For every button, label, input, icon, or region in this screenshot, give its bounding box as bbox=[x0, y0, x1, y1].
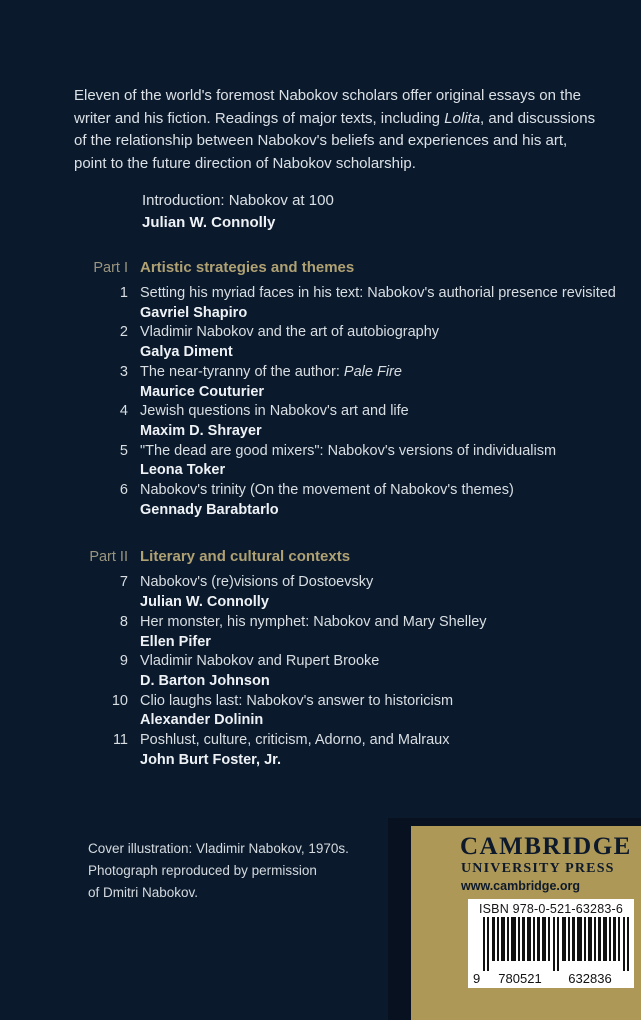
chapter-row bbox=[0, 573, 641, 612]
chapter-title: The near-tyranny of the author: Pale Fire bbox=[140, 363, 402, 380]
chapter-row bbox=[0, 731, 641, 770]
chapter-row bbox=[0, 652, 641, 691]
chapter-number: 6 bbox=[119, 482, 128, 499]
chapter-number: 5 bbox=[119, 442, 128, 459]
chapter-author: Gennady Barabtarlo bbox=[140, 501, 279, 518]
introduction-title: Introduction: Nabokov at 100 bbox=[142, 192, 334, 209]
chapter-author: Julian W. Connolly bbox=[140, 594, 269, 611]
chapter-row bbox=[0, 284, 641, 323]
isbn-barcode-box bbox=[468, 899, 634, 988]
cambridge-wordmark: CAMBRIDGE bbox=[460, 833, 632, 860]
chapter-row bbox=[0, 692, 641, 731]
publisher-panel-frame bbox=[388, 818, 641, 1020]
part-2-header bbox=[0, 547, 641, 567]
chapter-title: Clio laughs last: Nabokov's answer to historicism bbox=[140, 692, 454, 709]
chapter-row bbox=[0, 323, 641, 362]
chapter-author: Maxim D. Shrayer bbox=[140, 422, 262, 439]
blurb-italic-title: Lolita bbox=[444, 109, 481, 127]
barcode-digit-group1: 780521 bbox=[498, 971, 542, 985]
blurb-text-continued: , and discussions of the relationship between Nabokov's beliefs and experiences and his art, point to the future direction of Nabokov scholarship. bbox=[74, 109, 596, 172]
introduction-author: Julian W. Connolly bbox=[142, 213, 276, 231]
chapter-title: "The dead are good mixers": Nabokov's versions of individualism bbox=[140, 442, 557, 459]
chapter-number: 4 bbox=[119, 403, 128, 420]
blurb-text: Eleven of the world's foremost Nabokov scholars offer original essays on the writer and his fiction. Readings of major texts, including bbox=[74, 87, 582, 127]
chapter-title: Her monster, his nymphet: Nabokov and Mary Shelley bbox=[140, 613, 487, 630]
chapter-number: 8 bbox=[119, 613, 128, 630]
chapter-row bbox=[0, 613, 641, 652]
part-heading: Artistic strategies and themes bbox=[140, 259, 355, 276]
chapter-number: 11 bbox=[112, 732, 128, 749]
credit-line: Cover illustration: Vladimir Nabokov, 1970s. bbox=[88, 841, 349, 856]
chapter-title: Vladimir Nabokov and Rupert Brooke bbox=[140, 653, 380, 670]
chapter-author: Alexander Dolinin bbox=[140, 712, 264, 729]
chapter-title: Poshlust, culture, criticism, Adorno, and Malraux bbox=[140, 732, 450, 749]
part-label: Part I bbox=[93, 260, 128, 276]
barcode-digit-group2: 632836 bbox=[568, 971, 612, 985]
chapter-title: Vladimir Nabokov and the art of autobiography bbox=[140, 324, 440, 341]
chapter-author: Maurice Couturier bbox=[140, 383, 265, 400]
chapter-author: Galya Diment bbox=[140, 344, 233, 361]
chapter-number: 3 bbox=[119, 363, 128, 380]
credit-line: Photograph reproduced by permission bbox=[88, 863, 317, 878]
publisher-url: www.cambridge.org bbox=[461, 879, 581, 893]
part-label: Part II bbox=[89, 549, 128, 566]
introduction-entry bbox=[142, 190, 334, 233]
table-of-contents bbox=[0, 258, 641, 770]
chapter-title: Nabokov's trinity (On the movement of Nabokov's themes) bbox=[140, 482, 514, 499]
chapter-title: Jewish questions in Nabokov's art and life bbox=[140, 403, 409, 420]
isbn-label: ISBN 978-0-521-63283-6 bbox=[478, 902, 624, 916]
chapter-row bbox=[0, 363, 641, 402]
cover-illustration-credit bbox=[88, 838, 349, 904]
chapter-number: 9 bbox=[119, 653, 128, 670]
chapter-author: D. Barton Johnson bbox=[140, 672, 270, 689]
part-heading: Literary and cultural contexts bbox=[140, 548, 351, 566]
chapter-title: Setting his myriad faces in his text: Nabokov's authorial presence revisited bbox=[140, 285, 616, 301]
barcode-icon bbox=[471, 917, 631, 985]
chapter-row bbox=[0, 481, 641, 520]
part-1-header bbox=[0, 258, 641, 278]
chapter-row bbox=[0, 442, 641, 481]
chapter-author: Gavriel Shapiro bbox=[140, 304, 248, 321]
publisher-panel bbox=[411, 826, 641, 1020]
chapter-author: Leona Toker bbox=[140, 462, 226, 479]
credit-line: of Dmitri Nabokov. bbox=[88, 885, 199, 900]
chapter-row bbox=[0, 402, 641, 441]
university-press-label: UNIVERSITY PRESS bbox=[461, 861, 615, 876]
chapter-number: 7 bbox=[119, 574, 128, 591]
chapter-author: Ellen Pifer bbox=[140, 633, 211, 650]
chapter-number: 1 bbox=[119, 285, 128, 301]
chapter-author: John Burt Foster, Jr. bbox=[140, 751, 281, 768]
barcode-digit-lead: 9 bbox=[473, 971, 481, 985]
chapter-number: 2 bbox=[119, 324, 128, 341]
chapter-number: 10 bbox=[111, 692, 128, 709]
back-cover-blurb bbox=[74, 85, 602, 175]
chapter-title: Nabokov's (re)visions of Dostoevsky bbox=[140, 574, 374, 591]
